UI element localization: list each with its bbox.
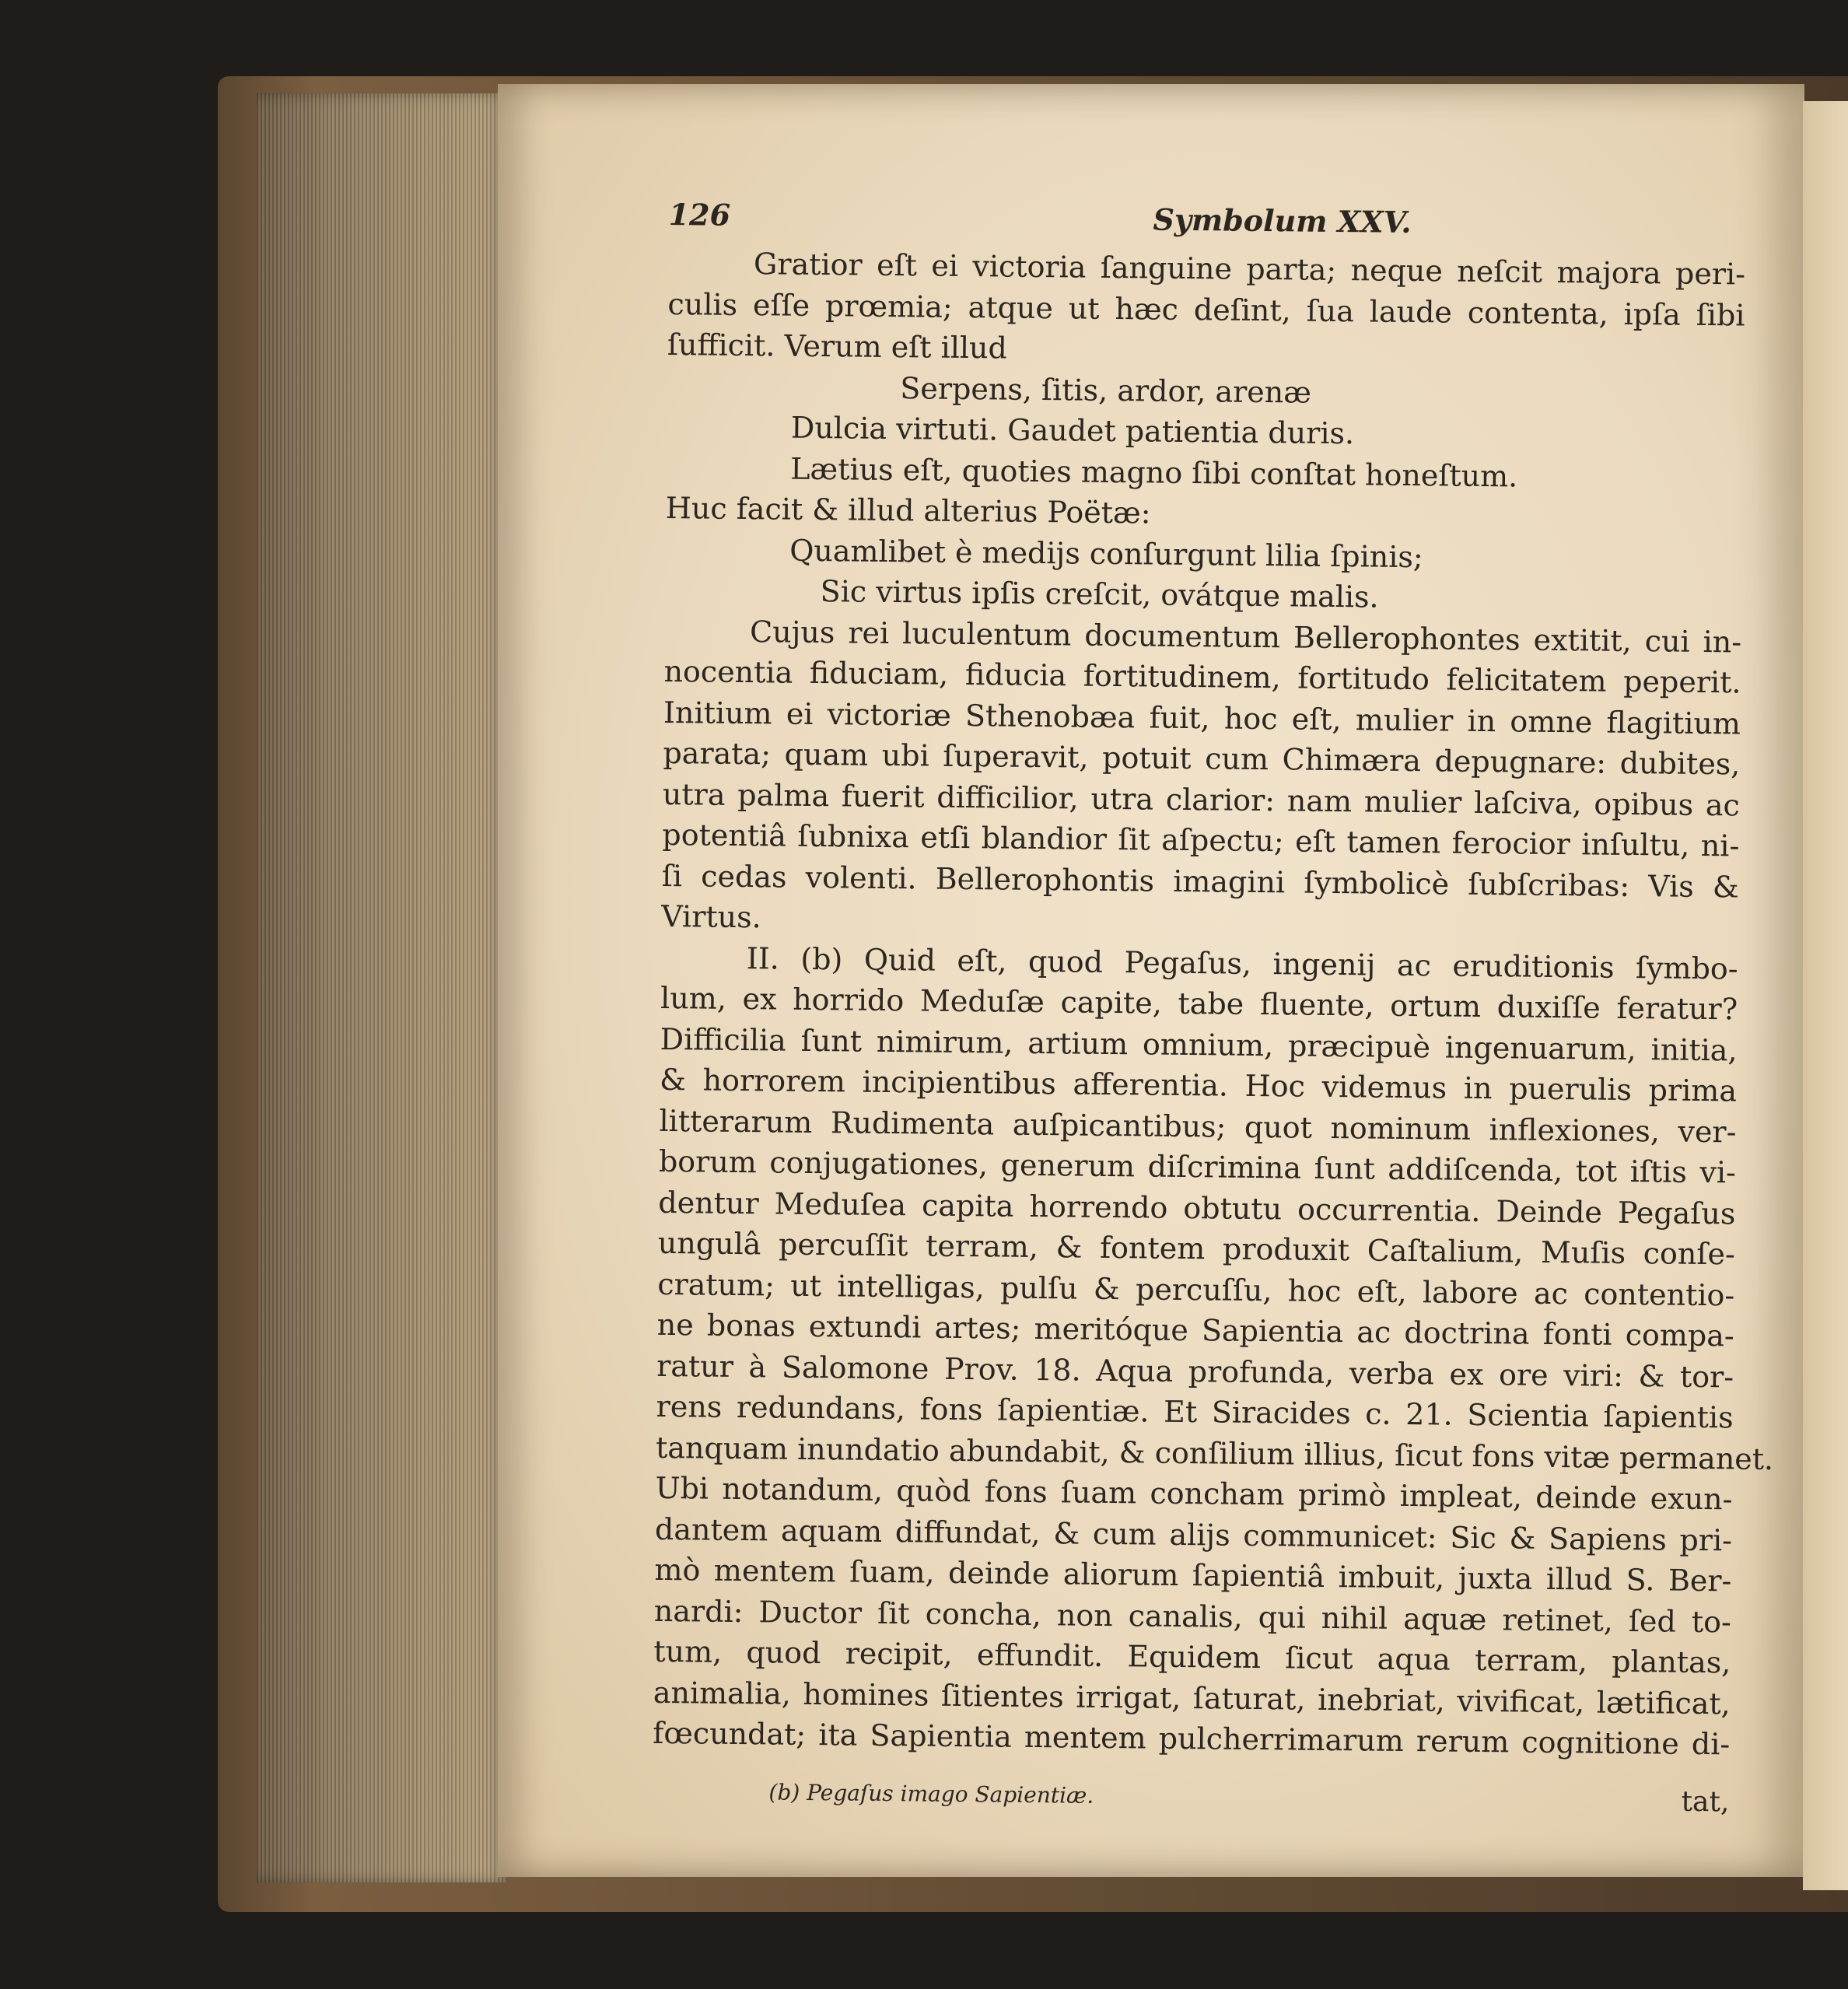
text-block [652,194,1774,1823]
text-line: cratum; ut intelligas, pulſu & percuſſu, hoc eſt, labore ac contentio- [657,1266,1735,1312]
text-line: culis eſſe prœmia; atque ut hæc deſint, ſua laude contenta, ipſa ſibi [667,286,1745,332]
text-line: ſufficit. Verum eſt illud [667,327,1008,366]
text-line: Ubi notandum, quòd fons ſuam concham primò impleat, deinde exun- [655,1470,1733,1517]
text-line: ſi cedas volenti. Bellerophontis imagini ſymbolicè ſubſcribas: Vis & [661,858,1739,904]
text-line: lum, ex horrido Meduſæ capite, tabe fluente, ortum duxiſſe feratur? [660,980,1738,1027]
text-line: Huc facit & illud alterius Poëtæ: [665,490,1151,531]
text-line: mò mentem ſuam, deinde aliorum ſapientiâ imbuit, juxta illud S. Ber- [654,1552,1732,1599]
text-line: utra palma fuerit difficilior, utra clarior: nam mulier laſciva, opibus ac [662,776,1741,822]
text-line: fœcundat; ita Sapientia mentem pulcherrimarum rerum cognitione di- [653,1715,1731,1762]
text-line: Difficilia ſunt nimirum, artium omnium, præcipuè ingenuarum, initia, [660,1021,1738,1067]
verse-line: Sic virtus ipſis creſcit, ovátque malis. [820,574,1379,615]
page-edges [257,93,506,1882]
text-line: tum, quod recipit, effundit. Equidem ſicut aqua terram, plantas, [653,1634,1731,1680]
text-line: dentur Meduſea capita horrendo obtutu occurrentia. Deinde Pegaſus [658,1185,1736,1231]
text-line: Initium ei victoriæ Sthenobæa fuit, hoc eſt, mulier in omne flagitium [663,695,1741,741]
text-line: potentiâ ſubnixa etſi blandior ſit aſpectu; eſt tamen ferocior inſultu, ni- [662,817,1740,863]
text-line: nardi: Ductor ſit concha, non canalis, qui nihil aquæ retinet, ſed to- [653,1593,1732,1639]
footnote: (b) Pegaſus imago Sapientiæ. [768,1778,1094,1809]
verse-line: Quamlibet è medijs conſurgunt lilia ſpinis; [789,533,1423,574]
text-line: ne bonas extundi artes; meritóque Sapientia ac doctrina fonti compa- [656,1307,1734,1353]
text-line: animalia, homines ſitientes irrigat, ſaturat, inebriat, vivificat, lætificat, [653,1675,1731,1721]
text-line: parata; quam ubi ſuperavit, potuit cum Chimæra depugnare: dubites, [663,735,1741,782]
catchword: tat, [1681,1785,1730,1818]
text-line: ratur à Salomone Prov. 18. Aqua profunda, verba ex ore viri: & tor- [656,1348,1734,1394]
verse-line: Serpens, ſitis, ardor, arenæ [900,370,1312,410]
page-number: 126 [668,196,731,233]
verse-line: Dulcia virtuti. Gaudet patientia duris. [790,410,1355,451]
text-line: nocentia fiduciam, fiducia fortitudinem, fortitudo felicitatem peperit. [663,653,1741,700]
text-line: Gratior eſt ei victoria ſanguine parta; neque neſcit majora peri- [753,247,1746,292]
text-line: ungulâ percuſſit terram, & fontem produxit Caſtalium, Muſis conſe- [657,1225,1736,1272]
text-line: litterarum Rudimenta auſpicantibus; quot nominum inflexiones, ver- [659,1103,1737,1149]
facing-page-edge [1803,101,1848,1890]
text-line: borum conjugationes, generum diſcrimina ſunt addiſcenda, tot iſtis vi- [658,1143,1737,1190]
text-line: & horrorem incipientibus afferentia. Hoc videmus in puerulis prima [659,1062,1738,1108]
text-line: rens redundans, fons ſapientiæ. Et Siracides c. 21. Scientia ſapientis [656,1388,1734,1435]
text-line: Virtus. [661,898,761,935]
text-line: II. (b) Quid eſt, quod Pegaſus, ingenij ac eruditionis ſymbo- [746,940,1738,986]
verse-line: Lætius eſt, quoties magno ſibi conſtat honeſtum. [790,451,1518,493]
text-line: tanquam inundatio abundabit, & conſilium illius, ſicut fons vitæ permanet. [655,1430,1774,1476]
text-line: dantem aquam diffundat, & cum alijs communicet: Sic & Sapiens pri- [654,1511,1733,1557]
running-title: Symbolum XXV. [1153,201,1412,240]
text-line: Cujus rei luculentum documentum Bellerophontes extitit, cui in- [749,614,1742,659]
